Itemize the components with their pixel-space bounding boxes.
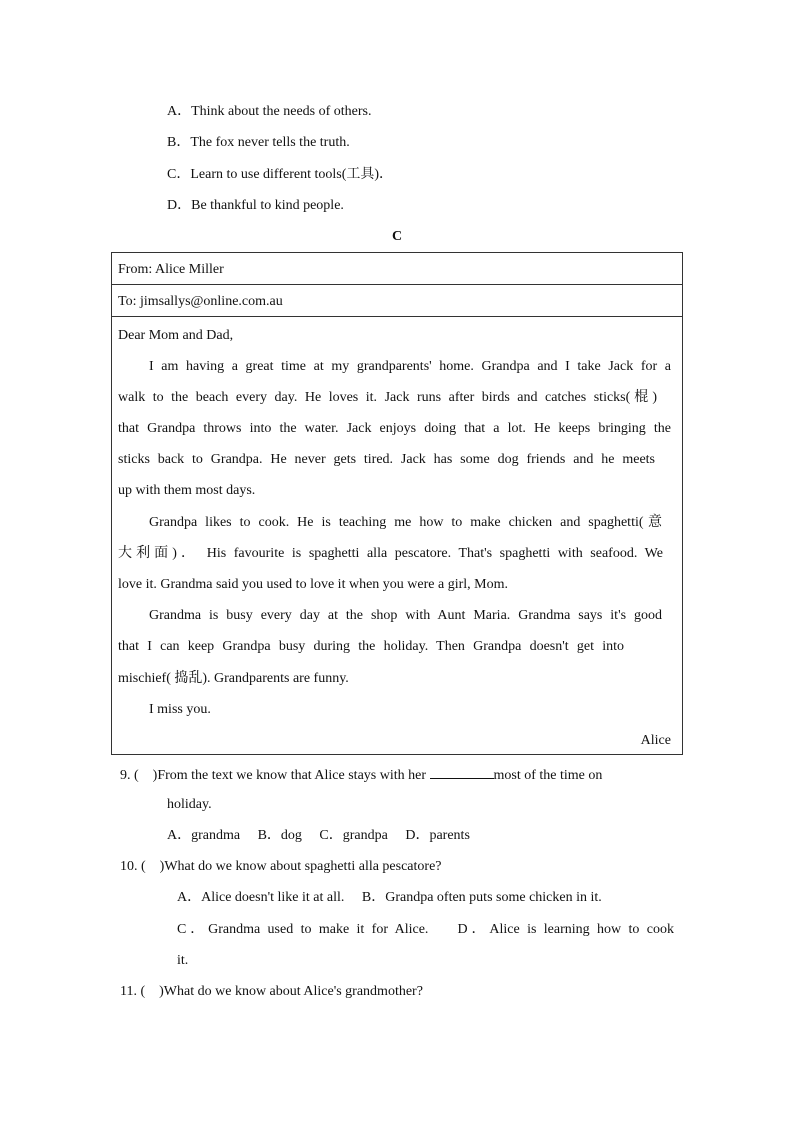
question-10-options-cd: C．Grandma used to make it for Alice. D．Alice is learning how to cook [177, 922, 674, 937]
question-9-stem-cont: most of the time on [493, 768, 603, 783]
question-9-stem: 9. ( )From the text we know that Alice stays with her [120, 768, 426, 783]
option-c: C．Learn to use different tools(工具)． [167, 167, 394, 182]
body-line: love it. Grandma said you used to love it when you were a girl, Mom. [118, 577, 508, 592]
option-b: B．The fox never tells the truth. [167, 135, 350, 150]
signature: Alice [640, 733, 671, 748]
row-divider [112, 284, 682, 285]
question-9-cont: holiday. [167, 797, 212, 812]
question-11: 11. ( )What do we know about Alice's grandmother? [120, 984, 423, 999]
body-line: sticks back to Grandpa. He never gets tired. Jack has some dog friends and he meets [118, 452, 655, 467]
closing: I miss you. [149, 702, 211, 717]
question-9 [120, 764, 602, 786]
section-title: C [391, 229, 403, 244]
option-a: A．Think about the needs of others. [167, 104, 372, 119]
answer-blank [430, 764, 494, 779]
body-line: I am having a great time at my grandparents' home. Grandpa and I take Jack for a [149, 359, 671, 374]
question-9-options: A．grandma B．dog C．grandpa D．parents [167, 828, 470, 843]
question-10-options-ab: A．Alice doesn't like it at all. B．Grandpa often puts some chicken in it. [177, 890, 602, 905]
body-line: that I can keep Grandpa busy during the holiday. Then Grandpa doesn't get into [118, 639, 624, 654]
row-divider [112, 316, 682, 317]
body-line: mischief( 捣乱). Grandparents are funny. [118, 671, 349, 686]
from-line: From: Alice Miller [118, 262, 224, 277]
body-line: walk to the beach every day. He loves it. Jack runs after birds and catches sticks(棍) [118, 390, 657, 405]
body-line: Grandma is busy every day at the shop with Aunt Maria. Grandma says it's good [149, 608, 662, 623]
option-d: D．Be thankful to kind people. [167, 198, 344, 213]
body-line: that Grandpa throws into the water. Jack enjoys doing that a lot. He keeps bringing the [118, 421, 671, 436]
greeting: Dear Mom and Dad, [118, 328, 234, 343]
email-letter-box [111, 252, 683, 755]
body-line: Grandpa likes to cook. He is teaching me how to make chicken and spaghetti(意 [149, 515, 662, 530]
question-10-options-cont: it. [177, 953, 189, 968]
body-line: up with them most days. [118, 483, 256, 498]
body-line: 大利面)． His favourite is spaghetti alla pescatore. That's spaghetti with seafood. We [118, 546, 663, 561]
question-10: 10. ( )What do we know about spaghetti alla pescatore? [120, 859, 442, 874]
to-line: To: jimsallys@online.com.au [118, 294, 283, 309]
